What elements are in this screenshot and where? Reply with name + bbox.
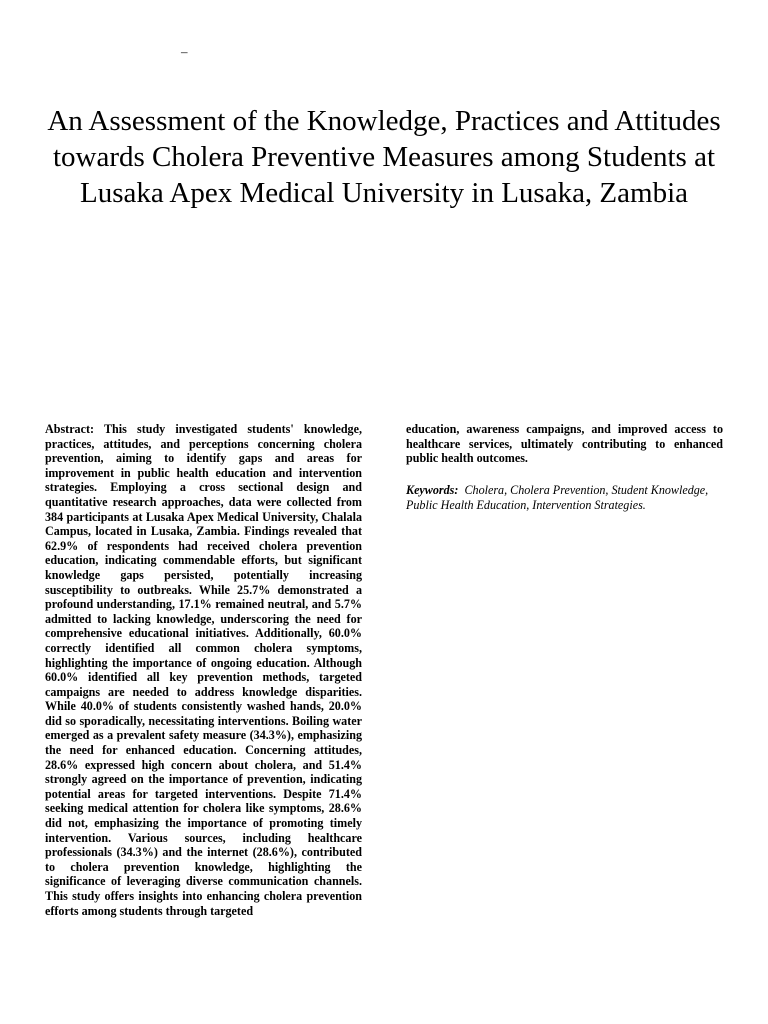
abstract-label: Abstract: (45, 422, 95, 436)
paper-title: An Assessment of the Knowledge, Practices and Attitudes towards Cholera Preventive Measures among Students at Lusaka Apex Medical University in Lusaka, Zambia (47, 105, 721, 209)
keywords (406, 483, 723, 512)
abstract-column-2 (406, 422, 723, 466)
abstract-body-part-1: This study investigated students' knowledge, practices, attitudes, and perceptions concerning cholera prevention, aiming to identify gaps and areas for improvement in public health education and intervention strategies. Employing a cross sectional design and quantitative research approaches, data were collected from 384 participants at Lusaka Apex Medical University, Chalala Campus, located in Lusaka, Zambia. Findings revealed that 62.9% of respondents had received cholera prevention education, indicating commendable efforts, but significant knowledge gaps persisted, potentially increasing susceptibility to outbreaks. While 25.7% demonstrated a profound understanding, 17.1% remained neutral, and 5.7% admitted to lacking knowledge, underscoring the need for comprehensive educational initiatives. Additionally, 60.0% correctly identified all common cholera symptoms, highlighting the importance of ongoing education. Although 60.0% identified all key prevention methods, targeted campaigns are needed to address knowledge disparities. While 40.0% of students consistently washed hands, 20.0% did so sporadically, necessitating interventions. Boiling water emerged as a prevalent safety measure (34.3%), emphasizing the need for enhanced education. Concerning attitudes, 28.6% expressed high concern about cholera, and 51.4% strongly agreed on the importance of prevention, indicating potential areas for targeted interventions. Despite 71.4% seeking medical attention for cholera like symptoms, 28.6% did not, emphasizing the importance of promoting timely intervention. Various sources, including healthcare professionals (34.3%) and the internet (28.6%), contributed to cholera prevention knowledge, highlighting the significance of leveraging diverse communication channels. This study offers insights into enhancing cholera prevention efforts among students through targeted (45, 422, 362, 918)
keywords-label: Keywords: (406, 483, 459, 497)
abstract-column-1 (45, 422, 362, 918)
keywords-text: Cholera, Cholera Prevention, Student Knowledge, Public Health Education, Intervention Strategies. (406, 483, 709, 512)
header-mark: – (181, 44, 188, 59)
abstract-body-part-2: education, awareness campaigns, and improved access to healthcare services, ultimately contributing to enhanced public health outcomes. (406, 422, 723, 466)
